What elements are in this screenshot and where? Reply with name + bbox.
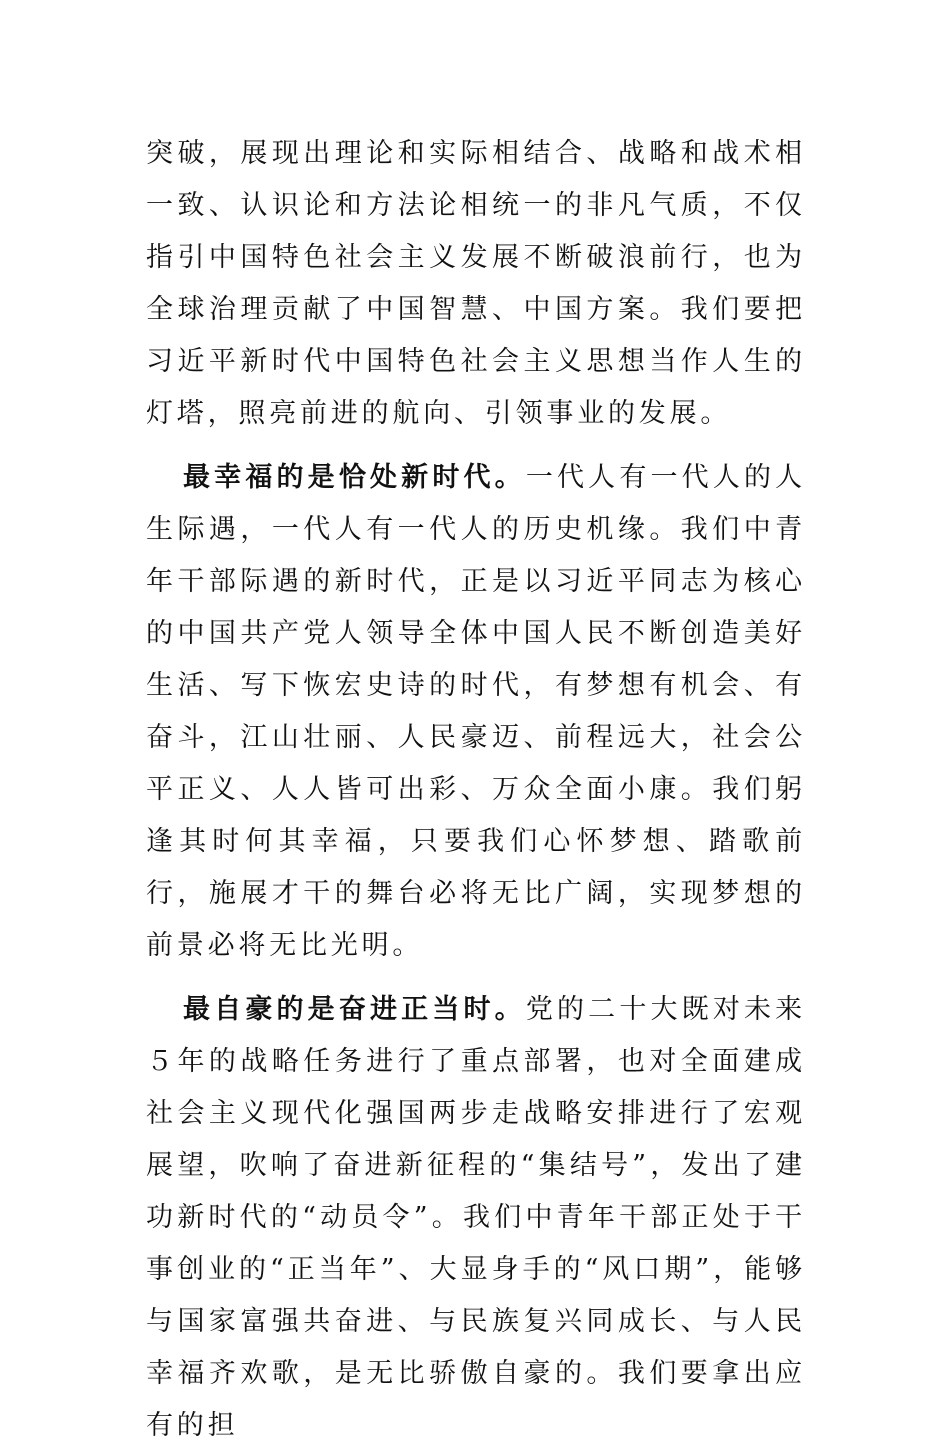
paragraph-continued: [146, 128, 806, 440]
paragraph-pride: [146, 984, 806, 1452]
paragraph-lead-heading: 最幸福的是恰处新时代。: [183, 462, 526, 493]
paragraph-text: 突破，展现出理论和实际相结合、战略和战术相一致、认识论和方法论相统一的非凡气质，不仅指引中国特色社会主义发展不断破浪前行，也为全球治理贡献了中国智慧、中国方案。我们要把习近平新时代中国特色社会主义思想当作人生的灯塔，照亮前进的航向、引领事业的发展。: [146, 138, 806, 429]
paragraph-text: 一代人有一代人的人生际遇，一代人有一代人的历史机缘。我们中青年干部际遇的新时代，正是以习近平同志为核心的中国共产党人领导全体中国人民不断创造美好生活、写下恢宏史诗的时代，有梦想有机会、有奋斗，江山壮丽、人民豪迈、前程远大，社会公平正义、人人皆可出彩、万众全面小康。我们躬逢其时何其幸福，只要我们心怀梦想、踏歌前行，施展才干的舞台必将无比广阔，实现梦想的前景必将无比光明。: [146, 462, 806, 961]
document-body: [146, 128, 806, 1452]
paragraph-text: 党的二十大既对未来５年的战略任务进行了重点部署，也对全面建成社会主义现代化强国两步走战略安排进行了宏观展望，吹响了奋进新征程的“集结号”，发出了建功新时代的“动员令”。我们中青年干部正处于干事创业的“正当年”、大显身手的“风口期”，能够与国家富强共奋进、与民族复兴同成长、与人民幸福齐欢歌，是无比骄傲自豪的。我们要拿出应有的担: [146, 994, 806, 1441]
paragraph-lead-heading: 最自豪的是奋进正当时。: [183, 994, 526, 1025]
paragraph-happiness: [146, 452, 806, 972]
